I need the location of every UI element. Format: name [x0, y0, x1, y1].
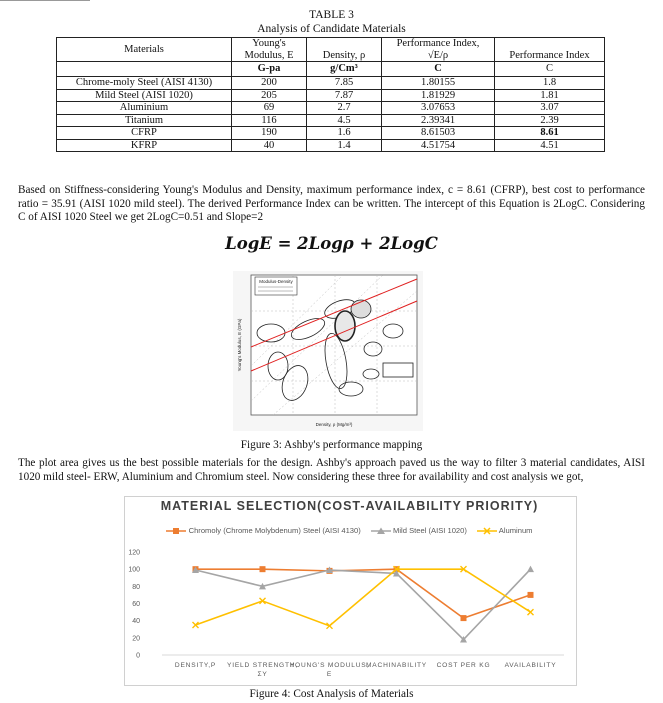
cell-density: 7.85 — [307, 77, 382, 90]
data-point-square — [528, 592, 534, 598]
x-tick-label: E — [326, 671, 333, 678]
table-caption: Analysis of Candidate Materials — [257, 23, 406, 35]
legend-marker-mild-steel — [371, 527, 391, 535]
chart-legend — [124, 526, 575, 535]
table-row — [57, 89, 605, 102]
data-point-x — [528, 609, 534, 615]
table-number: TABLE 3 — [309, 9, 354, 21]
table-row — [57, 127, 605, 140]
cost-chart-plot — [124, 540, 575, 684]
y-tick-label: 40 — [132, 618, 140, 626]
cell-youngs-modulus: 205 — [232, 89, 307, 102]
cell-density: 7.87 — [307, 89, 382, 102]
unit-density: g/Cm³ — [307, 62, 382, 77]
cell-performance-index: 8.61 — [495, 127, 605, 140]
legend-label-aluminum: Aluminum — [498, 526, 533, 535]
data-point-square — [260, 566, 266, 572]
series-line-0 — [196, 569, 531, 618]
cell-performance-index-sqrt: 8.61503 — [382, 127, 495, 140]
cell-performance-index-sqrt: 3.07653 — [382, 102, 495, 115]
legend-label-mild-steel: Mild Steel (AISI 1020) — [393, 526, 467, 535]
cell-density: 1.6 — [307, 127, 382, 140]
cell-performance-index: 1.8 — [495, 77, 605, 90]
cell-material: Titanium — [57, 114, 232, 127]
x-tick-label: ΣY — [257, 671, 268, 678]
legend-label-chromoly: Chromoly (Chrome Molybdenum) Steel (AISI 4130) — [188, 526, 361, 535]
header-youngs-modulus — [232, 38, 307, 62]
header-density-line1: Density, ρ — [322, 49, 366, 61]
cell-performance-index-sqrt: 4.51754 — [382, 139, 495, 152]
table-units-row — [57, 62, 605, 77]
cell-performance-index: 4.51 — [495, 139, 605, 152]
chart-title: MATERIAL SELECTION(COST-AVAILABILITY PRIORITY) — [160, 499, 539, 513]
x-tick-label: MACHINABILITY — [366, 662, 427, 669]
cell-youngs-modulus: 40 — [232, 139, 307, 152]
cell-performance-index-sqrt: 1.81929 — [382, 89, 495, 102]
y-tick-label: 120 — [128, 549, 140, 557]
cell-density: 2.7 — [307, 102, 382, 115]
x-tick-label: YOUNG'S MODULUS, — [289, 662, 370, 669]
header-performance-index — [495, 38, 605, 62]
paragraph-stiffness: Based on Stiffness-considering Young's Modulus and Density, maximum performance index, c = 8.61 (CFRP), best cost to performance ratio = 35.91 (AISI 1020 mild steel). The derived Performance Index can be written. The intercept of this Equation is 2LogC. Considering C of AISI 1020 Steel we get 2LogC=0.51 and Slope=2 — [18, 184, 645, 223]
ashby-y-label: Young's Modulus, E (GPa) — [237, 318, 242, 372]
y-tick-label: 100 — [128, 566, 140, 574]
header-materials-label: Materials — [124, 43, 164, 55]
x-tick-label: COST PER KG — [436, 662, 491, 669]
cell-density: 4.5 — [307, 114, 382, 127]
ashby-x-label: Density, ρ (Mg/m³) — [315, 422, 353, 427]
header-pi2-line1: Performance Index — [509, 49, 590, 61]
table-row — [57, 102, 605, 115]
cell-material: Aluminium — [57, 102, 232, 115]
cell-material: KFRP — [57, 139, 232, 152]
x-tick-label: YIELD STRENGTH, — [227, 662, 298, 669]
equation: LogE = 2Logρ + 2LogC — [225, 234, 438, 253]
table-row — [57, 114, 605, 127]
figure4-caption: Figure 4: Cost Analysis of Materials — [249, 688, 414, 700]
units-blank — [57, 62, 232, 77]
unit-pi: C — [382, 62, 495, 77]
ashby-legend-text: Modulus-Density — [259, 279, 293, 284]
materials-table — [56, 37, 605, 152]
header-performance-index-sqrt — [382, 38, 495, 62]
legend-item-mild-steel — [371, 526, 469, 535]
y-tick-label: 80 — [132, 583, 140, 591]
legend-marker-aluminum — [477, 527, 497, 535]
x-tick-label: DENSITY,P — [174, 662, 217, 669]
header-density — [307, 38, 382, 62]
y-tick-label: 0 — [136, 652, 140, 660]
x-tick-label: AVAILABILITY — [504, 662, 557, 669]
cell-youngs-modulus: 116 — [232, 114, 307, 127]
y-tick-label: 20 — [132, 635, 140, 643]
cell-density: 1.4 — [307, 139, 382, 152]
table-header-row — [57, 38, 605, 62]
ashby-map-figure — [233, 271, 423, 431]
cell-performance-index-sqrt: 1.80155 — [382, 77, 495, 90]
figure3-caption: Figure 3: Ashby's performance mapping — [240, 439, 423, 451]
unit-pi2: C — [495, 62, 605, 77]
data-point-square — [461, 615, 467, 621]
y-tick-label: 60 — [132, 601, 140, 608]
legend-item-chromoly — [166, 526, 362, 535]
cell-material: Chrome-moly Steel (AISI 4130) — [57, 77, 232, 90]
table-row — [57, 139, 605, 152]
cell-performance-index: 2.39 — [495, 114, 605, 127]
cell-youngs-modulus: 200 — [232, 77, 307, 90]
paragraph-plot-area: The plot area gives us the best possible materials for the design. Ashby's approach paved us the way to filter 3 material candidates, AISI 1020 mild steel- ERW, Aluminium and Chromium steel. Now considering these three for availability and cost analysis we got, — [18, 457, 645, 483]
legend-marker-chromoly — [166, 527, 186, 535]
unit-youngs: G-pa — [232, 62, 307, 77]
table-row — [57, 77, 605, 90]
header-youngs-line2: Modulus, E — [244, 49, 294, 61]
header-pi-line2: √E/ρ — [427, 49, 449, 61]
cell-material: Mild Steel (AISI 1020) — [57, 89, 232, 102]
cell-performance-index-sqrt: 2.39341 — [382, 114, 495, 127]
cell-material: CFRP — [57, 127, 232, 140]
cell-performance-index: 3.07 — [495, 102, 605, 115]
header-materials — [57, 38, 232, 62]
data-point-triangle — [527, 566, 534, 573]
cell-performance-index: 1.81 — [495, 89, 605, 102]
page-top-rule — [0, 0, 90, 1]
header-youngs-line1: Young's — [252, 38, 286, 49]
header-pi-line1: Performance Index, — [396, 38, 480, 49]
legend-item-aluminum — [477, 526, 532, 535]
series-line-2 — [196, 569, 531, 626]
table-body — [57, 77, 605, 152]
cell-youngs-modulus: 190 — [232, 127, 307, 140]
cell-youngs-modulus: 69 — [232, 102, 307, 115]
